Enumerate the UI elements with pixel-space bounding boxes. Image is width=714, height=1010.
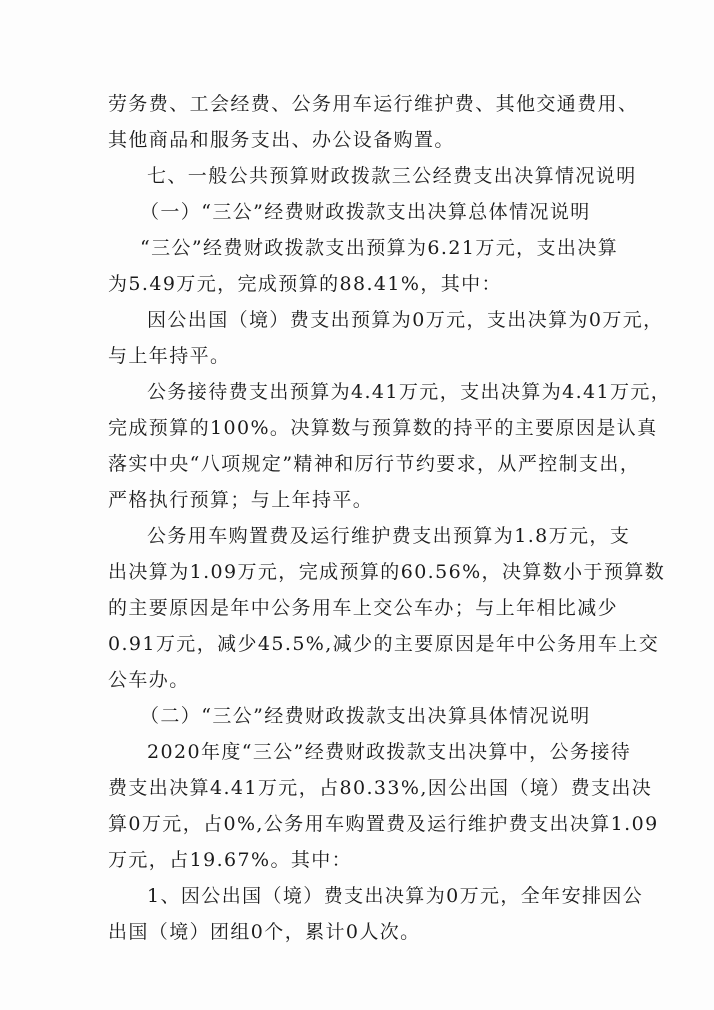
paragraph-line: 0.91万元，减少45.5%,减少的主要原因是年中公务用车上交 [108, 633, 660, 655]
paragraph-line: 出决算为1.09万元，完成预算的60.56%，决算数小于预算数 [108, 561, 666, 583]
paragraph-line: 算0万元，占0%,公务用车购置费及运行维护费支出决算1.09 [108, 813, 659, 835]
section-heading: 七、一般公共预算财政拨款三公经费支出决算情况说明 [147, 165, 637, 187]
paragraph-line: 落实中央“八项规定”精神和厉行节约要求，从严控制支出， [108, 453, 641, 475]
subsection-heading: （一）“三公”经费财政拨款支出决算总体情况说明 [140, 201, 591, 223]
paragraph-line: 万元，占19.67%。其中： [108, 849, 353, 871]
paragraph-line: 2020年度“三公”经费财政拨款支出决算中，公务接待 [147, 741, 632, 763]
paragraph-line: “三公”经费财政拨款支出预算为6.21万元，支出决算 [140, 237, 619, 259]
paragraph-line: 为5.49万元，完成预算的88.41%，其中： [108, 273, 502, 295]
paragraph-line: 费支出决算4.41万元，占80.33%,因公出国（境）费支出决 [108, 777, 653, 799]
paragraph-line: 1、因公出国（境）费支出决算为0万元，全年安排因公 [147, 885, 644, 907]
paragraph-line: 因公出国（境）费支出预算为0万元，支出决算为0万元， [147, 309, 664, 331]
paragraph-line: 公车办。 [108, 669, 190, 691]
paragraph-line: 劳务费、工会经费、公务用车运行维护费、其他交通费用、 [108, 93, 639, 115]
subsection-heading: （二）“三公”经费财政拨款支出决算具体情况说明 [140, 705, 591, 727]
paragraph-line: 公务接待费支出预算为4.41万元，支出决算为4.41万元， [147, 381, 672, 403]
paragraph-line: 出国（境）团组0个，累计0人次。 [108, 921, 421, 943]
paragraph-line: 公务用车购置费及运行维护费支出预算为1.8万元，支 [147, 525, 631, 547]
paragraph-line: 其他商品和服务支出、办公设备购置。 [108, 129, 455, 151]
paragraph-line: 与上年持平。 [108, 345, 231, 367]
paragraph-line: 严格执行预算；与上年持平。 [108, 489, 374, 511]
paragraph-line: 的主要原因是年中公务用车上交公车办；与上年相比减少 [108, 597, 619, 619]
paragraph-line: 完成预算的100%。决算数与预算数的持平的主要原因是认真 [108, 417, 658, 439]
